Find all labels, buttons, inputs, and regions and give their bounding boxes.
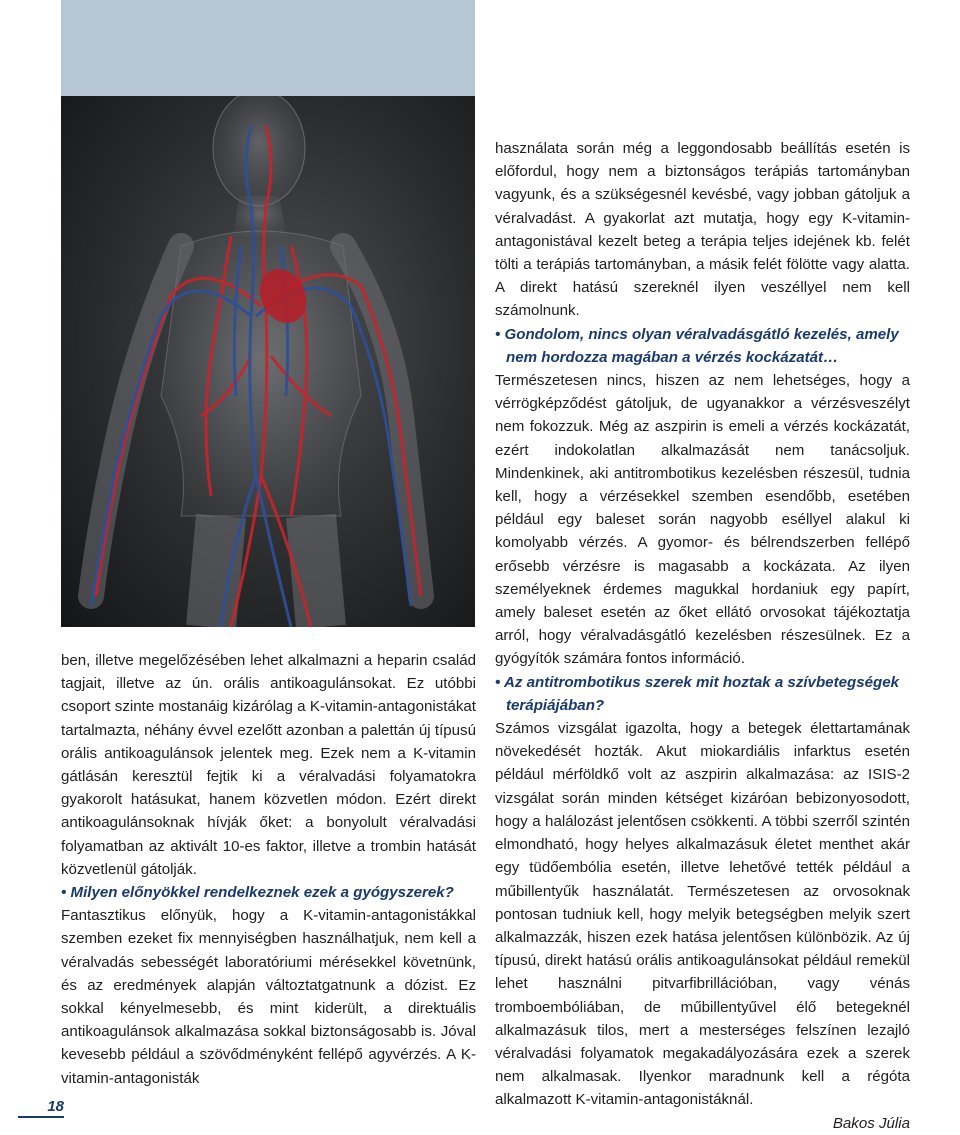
question-text: Gondolom, nincs olyan véralvadásgátló kezelés, amely nem hordozza magában a vérzés kockázatát… [504,325,899,366]
intro-paragraph: ben, illetve megelőzésében lehet alkalmazni a heparin család tagjait, illetve az ún. orális antikoagulánsokat. Ez utóbbi csoport szinte mostanáig kizárólag a K-vitamin-antagonistákat tartalmazta, néhány évvel ezelőtt azonban a palettán új típusú orális antikoagulánsok jelentek meg. Ezek nem a K-vitamin gátlásán keresztül fejtik ki a véralvadási folyamatokra gyakorolt hatásukat, hanem közvetlen módon. Ezért direkt antikoagulánsoknak hívják őket: a bonyolult véralvadási folyamatban az aktivált 10-es faktor, illetve a trombin hatását közvetlenül gátolják. [61,652,476,878]
bullet-icon: • [61,884,67,902]
answer-paragraph: Számos vizsgálat igazolta, hogy a betegek élettartamának növekedését hozták. Akut miokardiális infarktus esetén például mérföldkő volt az aszpirin alkalmazása: az ISIS-2 vizsgálat során minden kétséget kizáróan bebizonyosodott, hogy a halálozást jelentősen csökkenti. A többi szerről szintén elmondható, hogy helyes alkalmazásuk életet menthet akár egy tüdőembólia esetén, illetve lehetővé tették például a műbillentyűk használatát. Természetesen az orvosoknak pontosan tudniuk kell, hogy melyik betegségben melyik szert alkalmazzák, hiszen ezek hatása jelentősen különbözik. Az új típusú, direkt hatású orális antikoagulánsokat például remekül lehet használni pitvarfibrillációban, vagy vénás tromboembóliában, de műbillentyűvel élő betegeknél alkalmazásuk tilos, mert a mesterséges felszínen lezajló véralvadási folyamatok megakadályozására ezek a szerek nem alkalmasak. Ilyenkor maradnunk kell a régóta alkalmazott K-vitamin-antagonistáknál. [495,720,910,1109]
decorative-header-band [61,0,475,96]
author-signature: Bakos Júlia [832,1114,910,1132]
question-text: Milyen előnyökkel rendelkeznek ezek a gyógyszerek? [70,884,454,902]
question-heading [61,881,476,904]
bullet-icon: • [495,673,501,691]
question-text: Az antitrombotikus szerek mit hoztak a szívbetegségek terápiájában? [503,673,900,714]
continuation-paragraph: használata során még a leggondosabb beállítás esetén is előfordul, hogy nem a biztonságos terápiás tartományban vagyunk, és a szükségesnél kevésbé, vagy jobban gátoljuk a véralvadást. A gyakorlat azt mutatja, hogy egy K-vitamin-antagonistával kezelt beteg a terápia teljes idejének kb. felét tölti a terápiás tartományban, a másik felét fölötte vagy alatta. A direkt hatású szereknél ilyen veszéllyel nem kell számolnunk. [495,140,910,320]
page-number: 18 [18,1098,64,1118]
question-heading [495,671,910,717]
left-text-column [61,649,476,1090]
right-text-column [495,137,910,1135]
question-heading [495,323,910,369]
answer-paragraph: Természetesen nincs, hiszen az nem lehetséges, hogy a vérrögképződést gátoljuk, de ugyanakkor a vérzésveszélyt nem fokozzuk. Még az aszpirin is emeli a vérzés kockázatát, ezért indokolatlan alkalmazását nem tanácsoljuk. Mindenkinek, aki antitrombotikus kezelésben részesül, tudnia kell, hogy a vérzésekkel szemben esendőbb, esetében például egy baleset során nagyobb eséllyel alakul ki komolyabb vérzés. A gyomor- és bélrendszerben fellépő erősebb vérzésre is magasabb a kockázata. Az ilyen személyeknek érdemes magukkal hordaniuk egy papírt, amely baleset esetén az őket ellátó orvosokat tájékoztatja arról, hogy véralvadásgátló kezelésben részesülnek. Ez a gyógyítók számára fontos információ. [495,372,910,668]
answer-paragraph: Fantasztikus előnyük, hogy a K-vitamin-antagonistákkal szemben ezeket fix mennyiségben használhatjuk, nem kell a véralvadás sebességét laboratóriumi mérésekkel követnünk, és az eredmények alapján változtatgatnunk a dózist. Ez sokkal kényelmesebb, és mint kiderült, a direktuális antikoagulánsok alkalmazása sokkal biztonságosabb is. Jóval kevesebb például a szövődményként fellépő agyvérzés. A K-vitamin-antagonisták [61,907,476,1087]
body-figure-graphic [61,96,475,627]
bullet-icon: • [495,325,501,343]
circulatory-system-illustration [61,96,475,627]
